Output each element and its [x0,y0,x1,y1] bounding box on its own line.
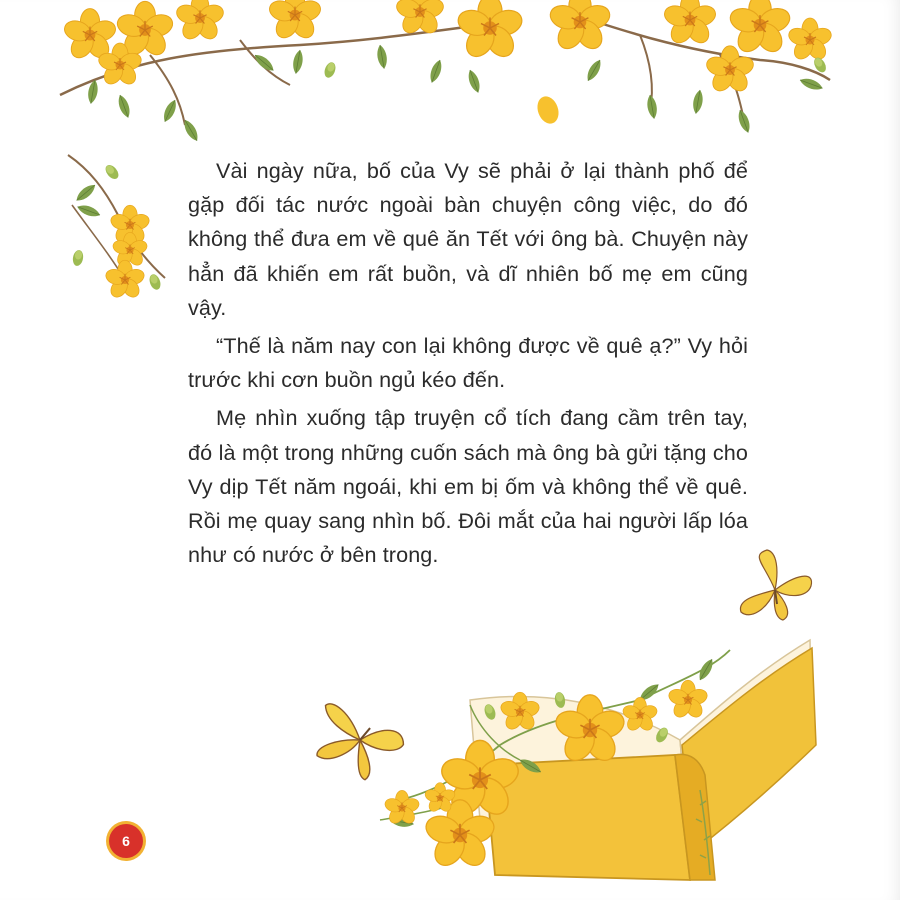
story-text [188,154,748,576]
side-blossom-branch [68,155,165,300]
butterfly-icon [740,550,811,620]
page-number-badge [109,824,143,858]
story-paragraph: Vài ngày nữa, bố của Vy sẽ phải ở lại thành phố để gặp đối tác nước ngoài bàn chuyện công việc, do đó không thể đưa em về quê ăn Tết với ông bà. Chuyện này hẳn đã khiến em rất buồn, và dĩ nhiên bố mẹ em cũng vậy. [188,158,748,320]
story-paragraph: “Thế là năm nay con lại không được về quê ạ?” Vy hỏi trước khi cơn buồn ngủ kéo đến. [188,333,748,393]
butterfly-icon [309,692,409,787]
page-number: 6 [122,833,130,849]
top-blossom-branches [60,0,833,143]
story-paragraph: Mẹ nhìn xuống tập truyện cổ tích đang cầm trên tay, đó là một trong những cuốn sách mà ông bà gửi tặng cho Vy dịp Tết năm ngoái, khi em bị ốm và không thể về quê. Rồi mẹ quay sang nhìn bố. Đôi mắt của hai người lấp lóa như có nước ở bên trong. [188,405,748,568]
